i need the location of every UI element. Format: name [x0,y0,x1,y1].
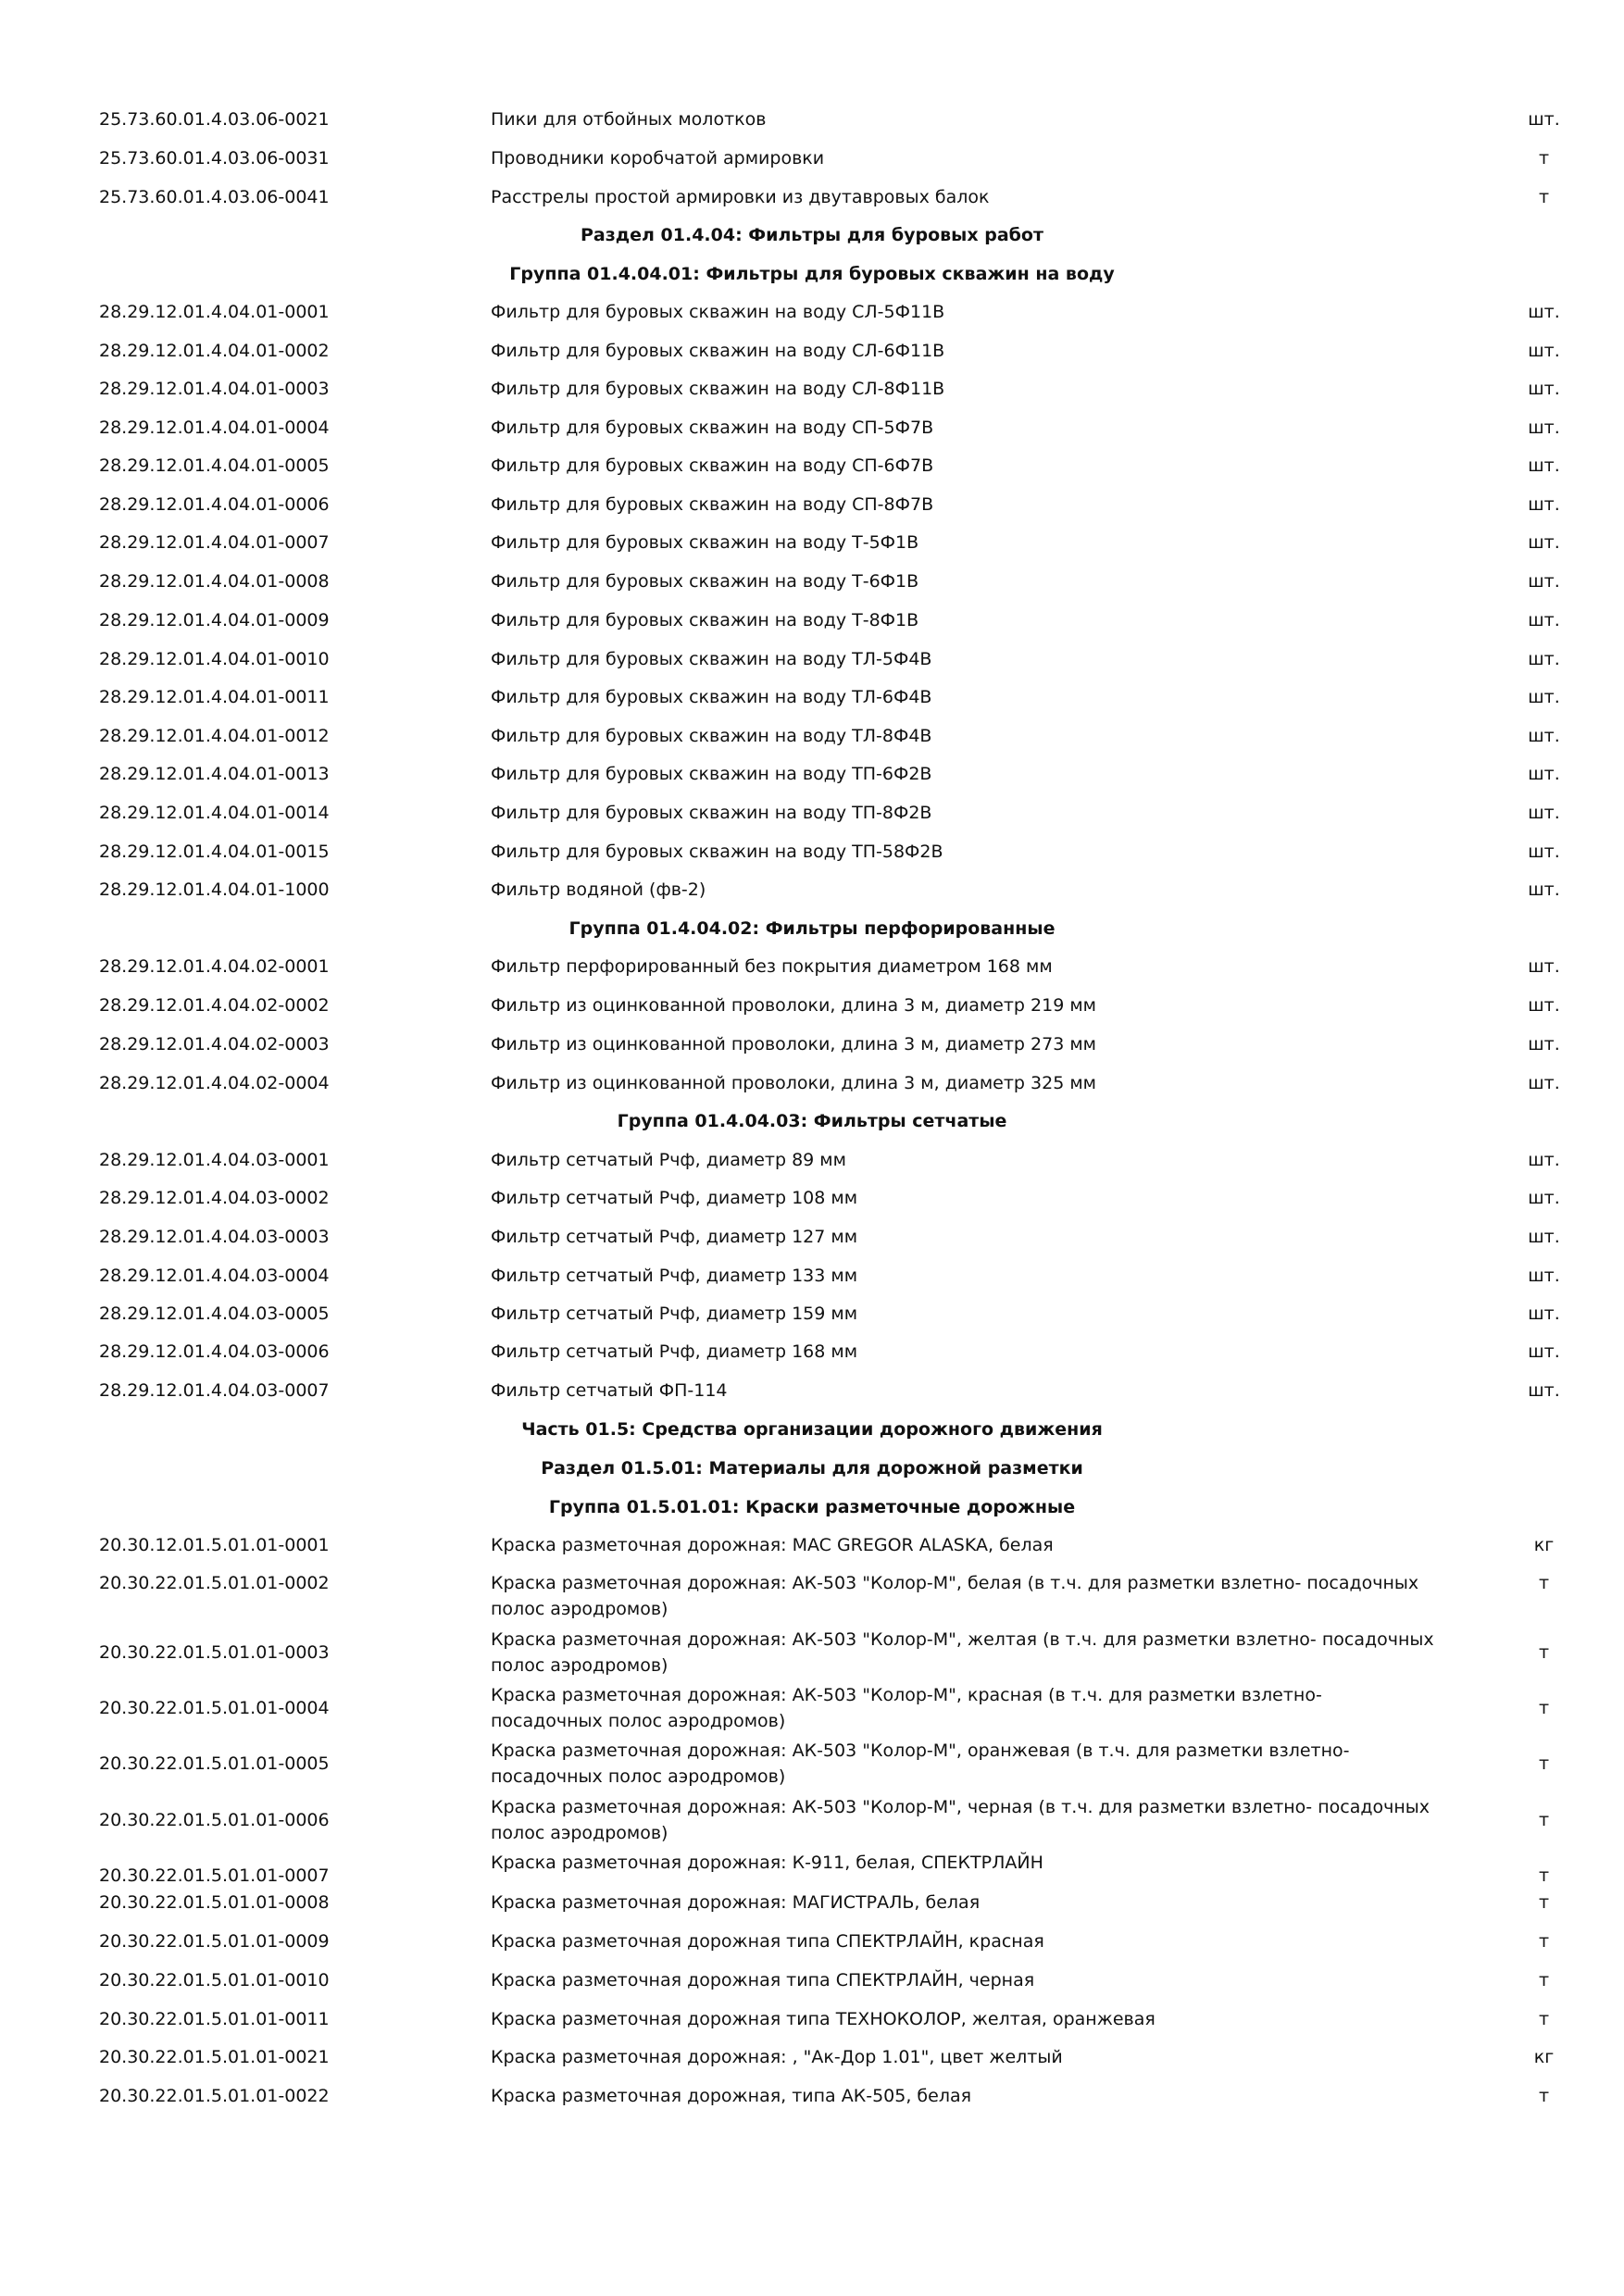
item-name: Краска разметочная дорожная: АК-503 "Колор-М", оранжевая (в т.ч. для разметки взлетно- посадочных полос аэродромов) [491,1741,1350,1787]
item-name: Фильтр сетчатый ФП-114 [491,1380,728,1401]
item-unit: шт. [1528,1188,1560,1208]
item-code: 28.29.12.01.4.04.01-0002 [99,341,330,361]
item-unit: шт. [1528,455,1560,476]
section-heading: Группа 01.4.04.01: Фильтры для буровых скважин на воду [509,264,1115,284]
item-code: 28.29.12.01.4.04.01-0011 [99,687,330,707]
item-name: Фильтр для буровых скважин на воду СП-6Ф7В [491,455,934,476]
item-name: Краска разметочная дорожная, типа АК-505, белая [491,2086,972,2106]
item-name: Фильтр для буровых скважин на воду СЛ-8Ф11В [491,379,945,399]
item-unit: шт. [1528,418,1560,438]
item-name: Фильтр из оцинкованной проволоки, длина 3 м, диаметр 273 мм [491,1034,1096,1054]
item-code: 20.30.22.01.5.01.01-0003 [99,1642,330,1663]
item-unit: шт. [1528,341,1560,361]
item-unit: т [1538,1642,1550,1663]
item-name: Краска разметочная дорожная: АК-503 "Колор-М", красная (в т.ч. для разметки взлетно- посадочных полос аэродромов) [491,1685,1322,1731]
section-heading: Группа 01.4.04.02: Фильтры перфорированные [568,918,1056,939]
item-code: 28.29.12.01.4.04.01-0007 [99,532,330,553]
item-name: Краска разметочная дорожная: АК-503 "Колор-М", желтая (в т.ч. для разметки взлетно- посадочных полос аэродромов) [491,1629,1434,1676]
section-heading: Раздел 01.4.04: Фильтры для буровых работ [580,225,1043,245]
item-unit: т [1538,1866,1550,1886]
item-code: 28.29.12.01.4.04.01-0015 [99,842,330,862]
item-unit: шт. [1528,1341,1560,1362]
item-code: 28.29.12.01.4.04.01-0001 [99,302,330,322]
item-name: Расстрелы простой армировки из двутавровых балок [491,187,990,207]
item-unit: шт. [1528,1304,1560,1324]
item-code: 28.29.12.01.4.04.01-0009 [99,610,330,630]
item-name: Краска разметочная дорожная типа СПЕКТРЛАЙН, черная [491,1970,1035,1990]
item-name: Фильтр для буровых скважин на воду Т-8Ф1В [491,610,919,630]
item-name: Фильтр из оцинкованной проволоки, длина 3 м, диаметр 325 мм [491,1073,1096,1093]
item-unit: шт. [1528,1150,1560,1170]
item-code: 20.30.22.01.5.01.01-0008 [99,1892,330,1913]
item-name: Фильтр перфорированный без покрытия диаметром 168 мм [491,956,1053,977]
item-code: 20.30.22.01.5.01.01-0004 [99,1698,330,1718]
item-unit: шт. [1528,532,1560,553]
item-unit: т [1538,1753,1550,1774]
section-heading: Группа 01.5.01.01: Краски разметочные дорожные [548,1497,1076,1517]
item-code: 28.29.12.01.4.04.01-0014 [99,803,330,823]
item-unit: шт. [1528,726,1560,746]
item-name: Фильтр для буровых скважин на воду СП-5Ф7В [491,418,934,438]
item-code: 25.73.60.01.4.03.06-0031 [99,148,330,168]
item-name: Фильтр для буровых скважин на воду СЛ-6Ф11В [491,341,945,361]
item-name: Краска разметочная дорожная: МАГИСТРАЛЬ, белая [491,1892,981,1913]
item-name: Фильтр для буровых скважин на воду СП-8Ф7В [491,494,934,515]
item-name: Фильтр для буровых скважин на воду ТП-8Ф2В [491,803,932,823]
item-unit: шт. [1528,956,1560,977]
item-unit: шт. [1528,1227,1560,1247]
item-code: 25.73.60.01.4.03.06-0041 [99,187,330,207]
item-code: 20.30.22.01.5.01.01-0011 [99,2009,330,2029]
item-name: Краска разметочная дорожная: К-911, белая, СПЕКТРЛАЙН [491,1853,1043,1873]
item-name: Фильтр для буровых скважин на воду ТЛ-8Ф4В [491,726,932,746]
item-unit: шт. [1528,494,1560,515]
item-name: Пики для отбойных молотков [491,109,767,130]
item-code: 28.29.12.01.4.04.02-0004 [99,1073,330,1093]
item-name: Проводники коробчатой армировки [491,148,825,168]
item-unit: шт. [1528,109,1560,130]
item-code: 28.29.12.01.4.04.01-0006 [99,494,330,515]
item-unit: шт. [1528,1034,1560,1054]
item-code: 28.29.12.01.4.04.03-0003 [99,1227,330,1247]
item-name: Краска разметочная дорожная типа СПЕКТРЛАЙН, красная [491,1931,1044,1952]
item-code: 20.30.22.01.5.01.01-0010 [99,1970,330,1990]
item-name: Фильтр сетчатый Рчф, диаметр 89 мм [491,1150,846,1170]
item-unit: шт. [1528,379,1560,399]
item-code: 20.30.22.01.5.01.01-0006 [99,1810,330,1830]
item-name: Краска разметочная дорожная: MAC GREGOR ALASKA, белая [491,1535,1054,1555]
item-unit: шт. [1528,1266,1560,1286]
item-code: 28.29.12.01.4.04.03-0006 [99,1341,330,1362]
item-code: 20.30.22.01.5.01.01-0022 [99,2086,330,2106]
item-code: 28.29.12.01.4.04.02-0002 [99,995,330,1016]
item-code: 28.29.12.01.4.04.01-0012 [99,726,330,746]
item-name: Фильтр сетчатый Рчф, диаметр 127 мм [491,1227,858,1247]
item-unit: т [1538,1892,1550,1913]
section-heading: Группа 01.4.04.03: Фильтры сетчатые [617,1111,1007,1131]
section-heading: Часть 01.5: Средства организации дорожного движения [521,1419,1103,1440]
item-name: Фильтр сетчатый Рчф, диаметр 168 мм [491,1341,858,1362]
item-name: Фильтр для буровых скважин на воду Т-5Ф1В [491,532,919,553]
item-code: 28.29.12.01.4.04.01-0005 [99,455,330,476]
item-name: Фильтр водяной (фв-2) [491,880,706,900]
item-unit: шт. [1528,649,1560,669]
item-unit: шт. [1528,1380,1560,1401]
item-unit: т [1538,2086,1550,2106]
item-code: 20.30.12.01.5.01.01-0001 [99,1535,330,1555]
item-unit: т [1538,1810,1550,1830]
item-name: Фильтр из оцинкованной проволоки, длина 3 м, диаметр 219 мм [491,995,1096,1016]
item-code: 28.29.12.01.4.04.01-0013 [99,764,330,784]
item-code: 28.29.12.01.4.04.01-0004 [99,418,330,438]
item-code: 25.73.60.01.4.03.06-0021 [99,109,330,130]
item-unit: шт. [1528,687,1560,707]
item-unit: шт. [1528,803,1560,823]
item-code: 20.30.22.01.5.01.01-0002 [99,1573,330,1593]
item-code: 28.29.12.01.4.04.03-0005 [99,1304,330,1324]
item-code: 28.29.12.01.4.04.01-0010 [99,649,330,669]
item-name: Краска разметочная дорожная: , "Ак-Дор 1.01", цвет желтый [491,2047,1063,2067]
item-code: 28.29.12.01.4.04.01-0008 [99,571,330,592]
item-unit: т [1538,148,1550,168]
item-name: Краска разметочная дорожная типа ТЕХНОКОЛОР, желтая, оранжевая [491,2009,1156,2029]
item-name: Краска разметочная дорожная: АК-503 "Колор-М", черная (в т.ч. для разметки взлетно- посадочных полос аэродромов) [491,1797,1430,1843]
item-name: Фильтр для буровых скважин на воду ТЛ-6Ф4В [491,687,932,707]
item-unit: шт. [1528,842,1560,862]
item-code: 28.29.12.01.4.04.01-0003 [99,379,330,399]
item-code: 28.29.12.01.4.04.03-0002 [99,1188,330,1208]
item-unit: кг [1533,2047,1555,2067]
item-unit: кг [1533,1535,1555,1555]
item-name: Фильтр для буровых скважин на воду ТП-6Ф2В [491,764,932,784]
item-unit: т [1538,1573,1550,1593]
item-code: 28.29.12.01.4.04.03-0007 [99,1380,330,1401]
item-unit: т [1538,187,1550,207]
item-unit: шт. [1528,610,1560,630]
item-code: 20.30.22.01.5.01.01-0005 [99,1753,330,1774]
item-code: 28.29.12.01.4.04.02-0003 [99,1034,330,1054]
item-unit: т [1538,1970,1550,1990]
item-name: Фильтр для буровых скважин на воду ТЛ-5Ф4В [491,649,932,669]
item-code: 28.29.12.01.4.04.03-0001 [99,1150,330,1170]
item-name: Фильтр сетчатый Рчф, диаметр 108 мм [491,1188,858,1208]
item-name: Краска разметочная дорожная: АК-503 "Колор-М", белая (в т.ч. для разметки взлетно- посадочных полос аэродромов) [491,1573,1419,1619]
item-unit: шт. [1528,995,1560,1016]
item-unit: шт. [1528,1073,1560,1093]
item-unit: шт. [1528,302,1560,322]
item-name: Фильтр для буровых скважин на воду СЛ-5Ф11В [491,302,945,322]
item-name: Фильтр сетчатый Рчф, диаметр 159 мм [491,1304,858,1324]
item-code: 20.30.22.01.5.01.01-0009 [99,1931,330,1952]
section-heading: Раздел 01.5.01: Материалы для дорожной разметки [541,1458,1083,1479]
item-code: 20.30.22.01.5.01.01-0021 [99,2047,330,2067]
item-code: 28.29.12.01.4.04.01-1000 [99,880,330,900]
item-unit: т [1538,2009,1550,2029]
item-name: Фильтр для буровых скважин на воду Т-6Ф1В [491,571,919,592]
item-unit: шт. [1528,880,1560,900]
item-unit: т [1538,1698,1550,1718]
item-unit: шт. [1528,571,1560,592]
item-code: 28.29.12.01.4.04.03-0004 [99,1266,330,1286]
item-code: 20.30.22.01.5.01.01-0007 [99,1866,330,1886]
item-code: 28.29.12.01.4.04.02-0001 [99,956,330,977]
item-name: Фильтр для буровых скважин на воду ТП-58Ф2В [491,842,943,862]
item-unit: т [1538,1931,1550,1952]
item-name: Фильтр сетчатый Рчф, диаметр 133 мм [491,1266,858,1286]
item-unit: шт. [1528,764,1560,784]
